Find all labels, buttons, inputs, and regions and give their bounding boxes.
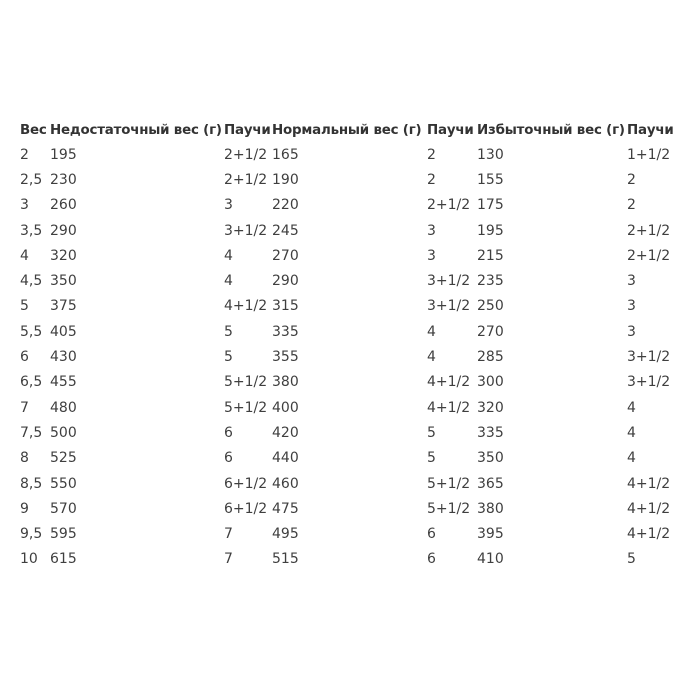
cell-weight: 2,5 [20, 171, 43, 188]
cell-overweight: 410 [477, 551, 504, 568]
cell-weight: 9,5 [20, 526, 43, 543]
cell-weight: 9 [20, 500, 29, 517]
cell-underweight: 430 [50, 349, 77, 366]
cell-normal-pouches: 4 [427, 349, 436, 366]
cell-underweight-pouches: 3 [224, 197, 233, 214]
cell-weight: 3,5 [20, 222, 43, 239]
cell-normal: 475 [272, 500, 299, 517]
cell-underweight-pouches: 5+1/2 [224, 399, 268, 416]
cell-underweight-pouches: 7 [224, 526, 233, 543]
cell-normal: 290 [272, 273, 299, 290]
cell-overweight-pouches: 3 [627, 273, 636, 290]
header-underweight: Недостаточный вес (г) [50, 122, 222, 138]
cell-underweight: 260 [50, 197, 77, 214]
header-normal-pouches: Паучи [427, 122, 474, 138]
cell-overweight-pouches: 4+1/2 [627, 526, 671, 543]
cell-overweight: 235 [477, 273, 504, 290]
cell-normal: 335 [272, 323, 299, 340]
cell-underweight-pouches: 6+1/2 [224, 475, 268, 492]
cell-normal: 380 [272, 374, 299, 391]
table-row [20, 521, 680, 546]
cell-normal-pouches: 2 [427, 146, 436, 163]
cell-normal-pouches: 3+1/2 [427, 273, 471, 290]
cell-overweight-pouches: 4+1/2 [627, 500, 671, 517]
cell-overweight: 250 [477, 298, 504, 315]
cell-normal-pouches: 5+1/2 [427, 500, 471, 517]
table-row [20, 319, 680, 344]
cell-weight: 10 [20, 551, 38, 568]
cell-normal-pouches: 4+1/2 [427, 374, 471, 391]
cell-overweight-pouches: 3 [627, 298, 636, 315]
cell-overweight-pouches: 4 [627, 450, 636, 467]
cell-underweight: 405 [50, 323, 77, 340]
header-underweight-pouches: Паучи [224, 122, 271, 138]
cell-underweight: 455 [50, 374, 77, 391]
cell-underweight-pouches: 5 [224, 349, 233, 366]
cell-underweight-pouches: 3+1/2 [224, 222, 268, 239]
header-normal: Нормальный вес (г) [272, 122, 422, 138]
cell-underweight: 230 [50, 171, 77, 188]
cell-weight: 7 [20, 399, 29, 416]
cell-overweight-pouches: 4+1/2 [627, 475, 671, 492]
cell-normal-pouches: 2+1/2 [427, 197, 471, 214]
cell-normal-pouches: 2 [427, 171, 436, 188]
table-row [20, 294, 680, 319]
cell-weight: 7,5 [20, 424, 43, 441]
cell-underweight-pouches: 2+1/2 [224, 171, 268, 188]
cell-underweight: 570 [50, 500, 77, 517]
table-row [20, 344, 680, 369]
cell-overweight: 285 [477, 349, 504, 366]
cell-normal-pouches: 3+1/2 [427, 298, 471, 315]
cell-underweight: 500 [50, 424, 77, 441]
cell-normal: 270 [272, 247, 299, 264]
cell-overweight-pouches: 4 [627, 399, 636, 416]
cell-normal: 165 [272, 146, 299, 163]
cell-normal-pouches: 6 [427, 526, 436, 543]
cell-underweight: 195 [50, 146, 77, 163]
cell-underweight: 525 [50, 450, 77, 467]
cell-weight: 8 [20, 450, 29, 467]
table-row [20, 167, 680, 192]
cell-overweight-pouches: 1+1/2 [627, 146, 671, 163]
cell-normal: 440 [272, 450, 299, 467]
cell-overweight: 395 [477, 526, 504, 543]
header-row [20, 118, 680, 142]
cell-overweight: 175 [477, 197, 504, 214]
table-row [20, 193, 680, 218]
cell-overweight-pouches: 2 [627, 171, 636, 188]
table-row [20, 496, 680, 521]
cell-overweight: 335 [477, 424, 504, 441]
cell-normal-pouches: 4+1/2 [427, 399, 471, 416]
table-row [20, 446, 680, 471]
cell-overweight: 155 [477, 171, 504, 188]
cell-underweight-pouches: 5 [224, 323, 233, 340]
cell-normal-pouches: 5 [427, 450, 436, 467]
cell-overweight-pouches: 5 [627, 551, 636, 568]
cell-overweight-pouches: 2+1/2 [627, 222, 671, 239]
cell-weight: 3 [20, 197, 29, 214]
cell-underweight-pouches: 5+1/2 [224, 374, 268, 391]
cell-underweight-pouches: 4 [224, 273, 233, 290]
cell-weight: 4 [20, 247, 29, 264]
cell-overweight-pouches: 2 [627, 197, 636, 214]
cell-overweight-pouches: 3+1/2 [627, 349, 671, 366]
cell-weight: 6 [20, 349, 29, 366]
cell-normal: 460 [272, 475, 299, 492]
header-overweight: Избыточный вес (г) [477, 122, 625, 138]
cell-underweight-pouches: 6 [224, 424, 233, 441]
table-row [20, 370, 680, 395]
cell-normal-pouches: 4 [427, 323, 436, 340]
cell-underweight-pouches: 7 [224, 551, 233, 568]
cell-normal: 420 [272, 424, 299, 441]
header-overweight-pouches: Паучи [627, 122, 674, 138]
cell-overweight: 215 [477, 247, 504, 264]
cell-normal-pouches: 5+1/2 [427, 475, 471, 492]
cell-underweight: 350 [50, 273, 77, 290]
cell-overweight-pouches: 3 [627, 323, 636, 340]
cell-overweight-pouches: 4 [627, 424, 636, 441]
cell-weight: 5 [20, 298, 29, 315]
table-row [20, 471, 680, 496]
cell-overweight-pouches: 3+1/2 [627, 374, 671, 391]
cell-overweight: 350 [477, 450, 504, 467]
cell-underweight: 320 [50, 247, 77, 264]
cell-overweight: 300 [477, 374, 504, 391]
cell-weight: 4,5 [20, 273, 43, 290]
cell-underweight: 480 [50, 399, 77, 416]
cell-normal: 355 [272, 349, 299, 366]
cell-underweight-pouches: 2+1/2 [224, 146, 268, 163]
cell-weight: 5,5 [20, 323, 43, 340]
table-row [20, 218, 680, 243]
cell-overweight-pouches: 2+1/2 [627, 247, 671, 264]
cell-overweight: 195 [477, 222, 504, 239]
cell-weight: 2 [20, 146, 29, 163]
table-row [20, 420, 680, 445]
cell-underweight: 615 [50, 551, 77, 568]
table-row [20, 243, 680, 268]
table-row [20, 395, 680, 420]
cell-normal: 315 [272, 298, 299, 315]
cell-underweight-pouches: 6+1/2 [224, 500, 268, 517]
cell-underweight: 375 [50, 298, 77, 315]
cell-normal-pouches: 5 [427, 424, 436, 441]
cell-underweight: 550 [50, 475, 77, 492]
cell-underweight: 595 [50, 526, 77, 543]
cell-normal-pouches: 6 [427, 551, 436, 568]
cell-overweight: 365 [477, 475, 504, 492]
cell-overweight: 130 [477, 146, 504, 163]
cell-normal: 245 [272, 222, 299, 239]
cell-normal: 220 [272, 197, 299, 214]
cell-overweight: 270 [477, 323, 504, 340]
header-weight: Вес [20, 122, 47, 138]
cell-weight: 6,5 [20, 374, 43, 391]
cell-overweight: 380 [477, 500, 504, 517]
table-row [20, 268, 680, 293]
cell-weight: 8,5 [20, 475, 43, 492]
cell-underweight-pouches: 4+1/2 [224, 298, 268, 315]
cell-normal: 190 [272, 171, 299, 188]
table-row [20, 547, 680, 572]
cell-underweight: 290 [50, 222, 77, 239]
feeding-table [20, 118, 680, 572]
cell-normal: 515 [272, 551, 299, 568]
cell-normal-pouches: 3 [427, 222, 436, 239]
cell-overweight: 320 [477, 399, 504, 416]
cell-normal: 495 [272, 526, 299, 543]
table-row [20, 142, 680, 167]
cell-normal: 400 [272, 399, 299, 416]
cell-underweight-pouches: 4 [224, 247, 233, 264]
cell-normal-pouches: 3 [427, 247, 436, 264]
cell-underweight-pouches: 6 [224, 450, 233, 467]
